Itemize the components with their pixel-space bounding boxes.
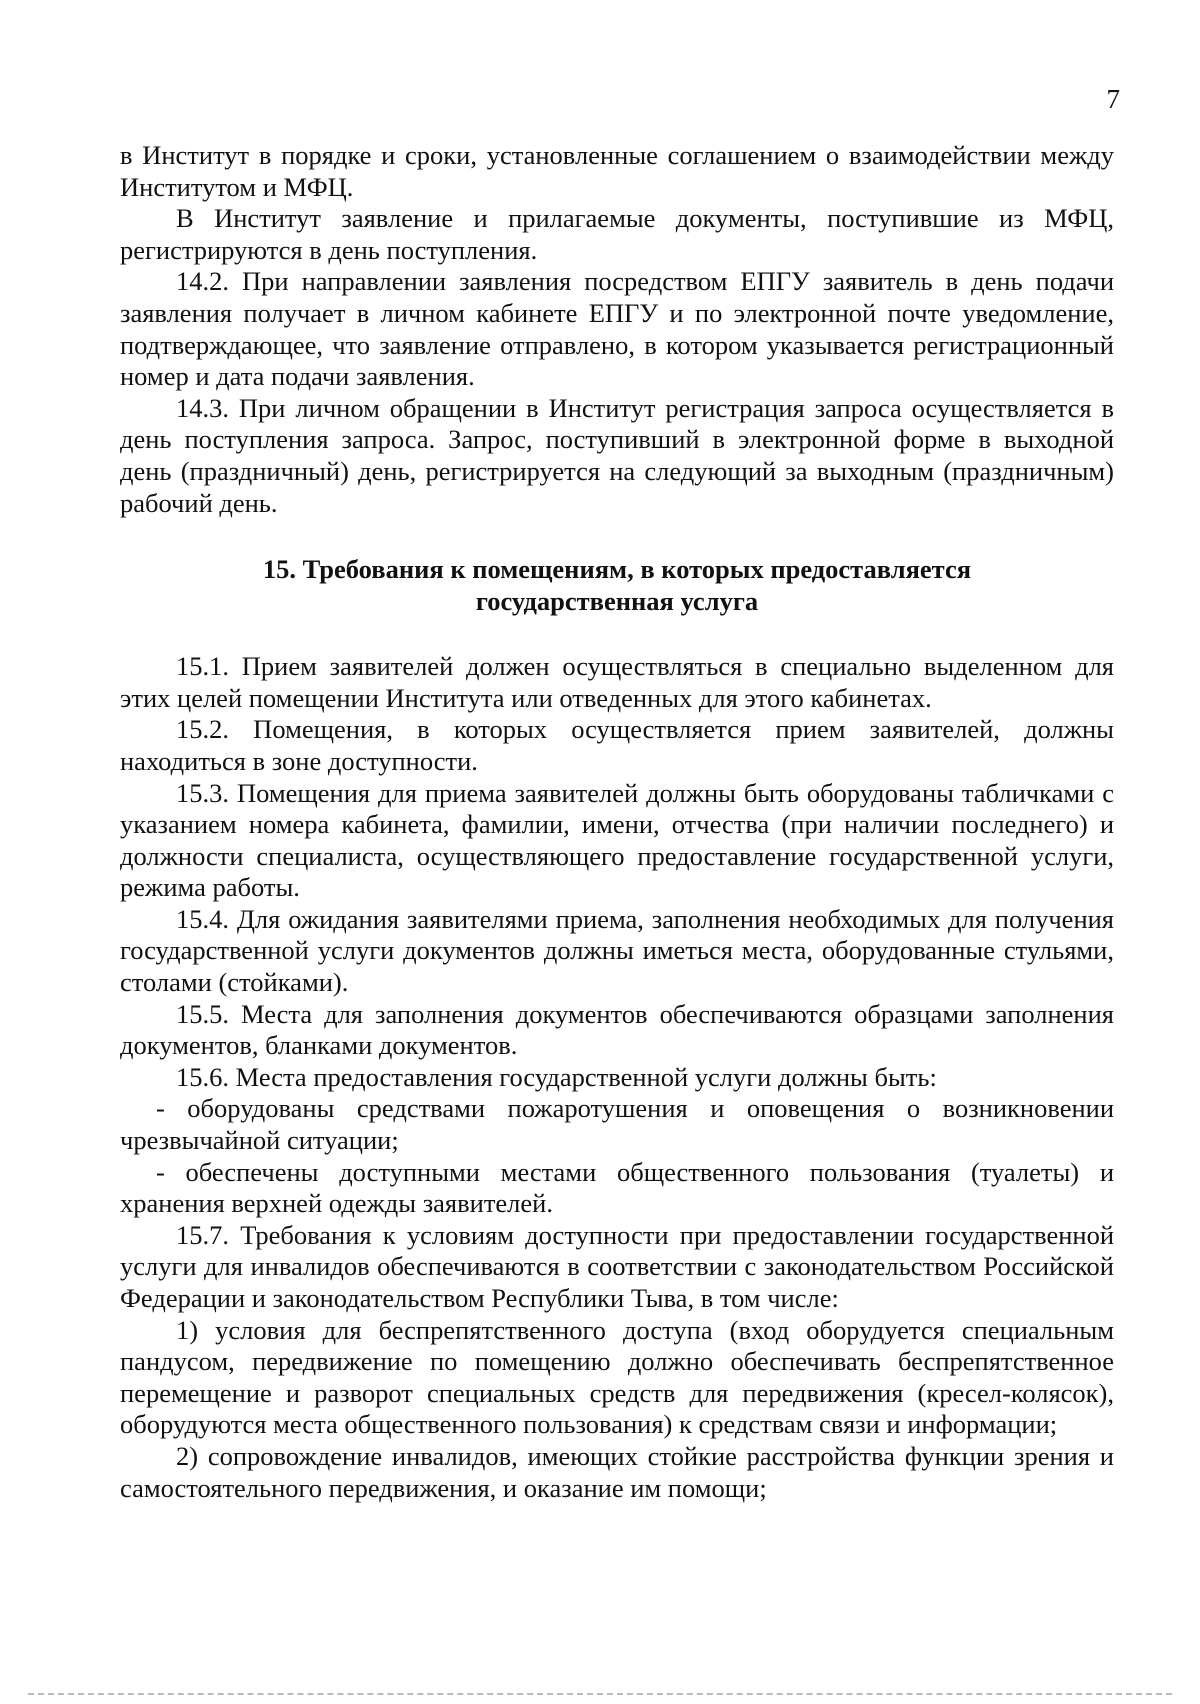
paragraph-15-7: 15.7. Требования к условиям доступности при предоставлении государственной услуги для инвалидов обеспечиваются в соответствии с законодательством Российской Федерации и законодательством Республики Тыва, в том числе: [120,1219,1114,1313]
paragraph-15-4: 15.4. Для ожидания заявителями приема, заполнения необходимых для получения государственной услуги документов должны иметься места, оборудованные стульями, столами (стойками). [120,903,1114,998]
paragraphs-before-heading [120,140,1114,519]
paragraph-registration-day: В Институт заявление и прилагаемые документы, поступившие из МФЦ, регистрируются в день поступления. [120,203,1114,265]
paragraph-15-6: 15.6. Места предоставления государственной услуги должны быть: [176,1061,937,1092]
paragraph-14-2: 14.2. При направлении заявления посредством ЕПГУ заявитель в день подачи заявления получает в личном кабинете ЕПГУ и по электронной почте уведомление, подтверждающее, что заявление отправлено, в котором указывается регистрационный номер и дата подачи заявления. [120,266,1114,392]
paragraphs-after-heading [120,651,1114,1504]
document-body [120,140,1114,1504]
paragraph-15-1: 15.1. Прием заявителей должен осуществляться в специально выделенном для этих целей помещении Института или отведенных для этого кабинетах. [120,651,1114,713]
section-heading: 15. Требования к помещениям, в которых предоставляется государственная услуга [262,554,972,617]
bottom-scan-edge [28,1693,1172,1695]
page-number: 7 [1106,84,1120,114]
paragraph-14-3: 14.3. При личном обращении в Институт регистрация запроса осуществляется в день поступления запроса. Запрос, поступивший в электронной форме в выходной день (праздничный) день, регистрируется на следующий за выходным (праздничным) рабочий день. [120,392,1114,518]
paragraph-15-7-2: 2) сопровождение инвалидов, имеющих стойкие расстройства функции зрения и самостоятельного передвижения, и оказание им помощи; [120,1440,1114,1503]
paragraph-15-7-1: 1) условия для беспрепятственного доступа (вход оборудуется специальным пандусом, передвижение по помещению должно обеспечивать беспрепятственное перемещение и разворот специальных средств для передвижения (кресел-колясок), оборудуются места общественного пользования) к средствам связи и информации; [120,1314,1114,1440]
paragraph-continuation-institute: в Институт в порядке и сроки, установленные соглашением о взаимодействии между Институтом и МФЦ. [120,140,1114,202]
paragraph-15-6-toilets: - обеспечены доступными местами общественного пользования (туалеты) и хранения верхней одежды заявителей. [120,1156,1114,1219]
paragraph-15-3: 15.3. Помещения для приема заявителей должны быть оборудованы табличками с указанием номера кабинета, фамилии, имени, отчества (при наличии последнего) и должности специалиста, осуществляющего предоставление государственной услуги, режима работы. [120,777,1114,903]
paragraph-15-6-fire: - оборудованы средствами пожаротушения и оповещения о возникновении чрезвычайной ситуации; [120,1093,1114,1156]
paragraph-15-5: 15.5. Места для заполнения документов обеспечиваются образцами заполнения документов, бланками документов. [120,998,1114,1061]
paragraph-15-2: 15.2. Помещения, в которых осуществляется прием заявителей, должны находиться в зоне доступности. [120,714,1114,776]
